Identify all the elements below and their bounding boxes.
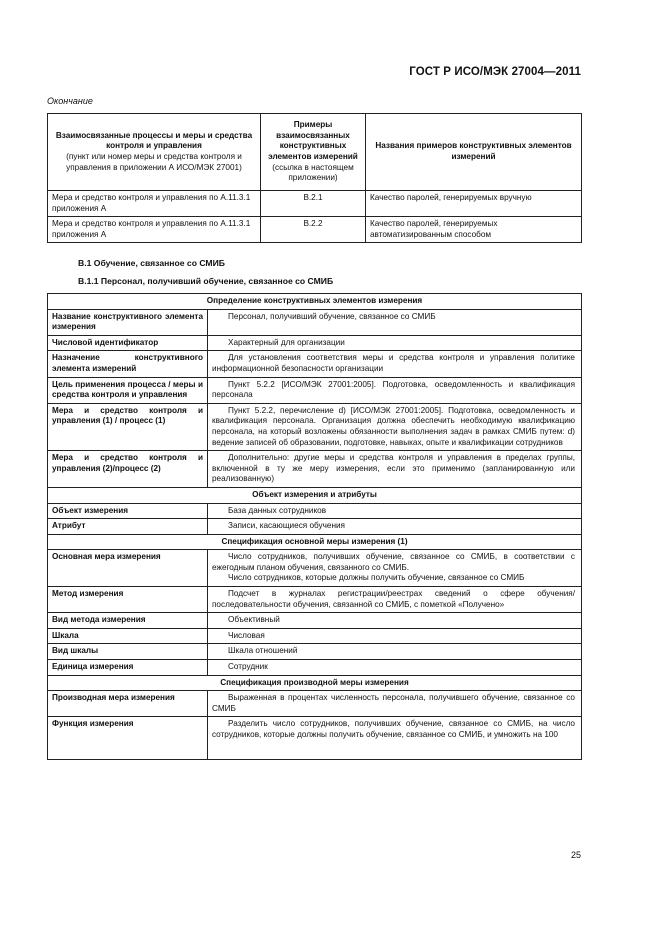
column-header-sub: (пункт или номер меры и средства контроля и управления в приложении А ИСО/МЭК 27001) xyxy=(66,152,242,172)
measurement-construct-table xyxy=(47,293,582,760)
column-header-main: Взаимосвязанные процессы и меры и средства контроля и управления xyxy=(55,130,253,151)
row-label: Метод измерения xyxy=(48,587,208,613)
column-header-main: Названия примеров конструктивных элементов измерений xyxy=(375,141,572,161)
table-cell: Качество паролей, генерируемых автоматизированным способом xyxy=(366,217,582,243)
document-header: ГОСТ Р ИСО/МЭК 27004—2011 xyxy=(409,66,581,78)
subsection-heading: В.1.1 Персонал, получивший обучение, связанное со СМИБ xyxy=(78,276,334,286)
table-header-row xyxy=(48,114,582,191)
row-value: Дополнительно: другие меры и средства контроля и управления в пределах группы, включенной в ту же меру измерения, если это применимо (запланированную или реализованную) xyxy=(208,451,582,488)
row-label: Объект измерения xyxy=(48,503,208,519)
row-value: Характерный для организации xyxy=(208,335,582,351)
group-header-row xyxy=(48,675,582,691)
table-cell: В.2.2 xyxy=(261,217,366,243)
row-label: Назначение конструктивного элемента измерений xyxy=(48,351,208,377)
table-cell: В.2.1 xyxy=(261,191,366,217)
row-value-paragraph: Число сотрудников, получивших обучение, связанное со СМИБ, в соответствии с ежегодным планом обучения, связанного со СМИБ. xyxy=(212,552,575,572)
related-processes-table xyxy=(47,113,582,243)
row-value: Разделить число сотрудников, получивших обучение, связанное со СМИБ, на число сотрудников, которые должны получить обучение, связанное со СМИБ, и умножить на 100 xyxy=(208,717,582,760)
row-value xyxy=(208,550,582,587)
table-row xyxy=(48,587,582,613)
row-value: Подсчет в журналах регистрации/реестрах сведений о сфере обучения/последовательности обучения, связанной со СМИБ, с пометкой «Получено» xyxy=(208,587,582,613)
row-value: Персонал, получивший обучение, связанное со СМИБ xyxy=(208,309,582,335)
row-value: Записи, касающиеся обучения xyxy=(208,519,582,535)
row-value: Объективный xyxy=(208,613,582,629)
continuation-label: Окончание xyxy=(47,96,93,106)
row-value: Выраженная в процентах численность персонала, получившего обучение, связанное со СМИБ xyxy=(208,691,582,717)
table-row xyxy=(48,717,582,760)
row-value: Пункт 5.2.2, перечисление d) [ИСО/МЭК 27001:2005]. Подготовка, осведомленность и квалификация персонала. Организация должна обеспечить необходимую квалификацию персонала, на который возложены обязанности выполнения задач в рамках СМИБ путем: d) ведение записей об образовании, подготовке, навыках, опыте и квалификации сотрудников xyxy=(208,403,582,450)
table-row xyxy=(48,613,582,629)
group-header: Объект измерения и атрибуты xyxy=(48,487,582,503)
table-row xyxy=(48,403,582,450)
group-header-row xyxy=(48,534,582,550)
table-row xyxy=(48,691,582,717)
row-label: Функция измерения xyxy=(48,717,208,760)
group-header: Определение конструктивных элементов измерения xyxy=(48,294,582,310)
row-label: Мера и средство контроля и управления (2)/процесс (2) xyxy=(48,451,208,488)
row-label: Название конструктивного элемента измерения xyxy=(48,309,208,335)
row-value: Шкала отношений xyxy=(208,644,582,660)
group-header-row xyxy=(48,294,582,310)
table-row xyxy=(48,351,582,377)
row-value-paragraph: Число сотрудников, которые должны получить обучение, связанное со СМИБ xyxy=(228,573,525,583)
table-cell: Мера и средство контроля и управления по А.11.3.1 приложения А xyxy=(48,217,261,243)
column-header xyxy=(261,114,366,191)
table-row xyxy=(48,451,582,488)
row-label: Единица измерения xyxy=(48,660,208,676)
section-heading: В.1 Обучение, связанное со СМИБ xyxy=(78,258,225,268)
table-row xyxy=(48,550,582,587)
row-label: Вид метода измерения xyxy=(48,613,208,629)
column-header xyxy=(48,114,261,191)
row-label: Производная мера измерения xyxy=(48,691,208,717)
row-value: База данных сотрудников xyxy=(208,503,582,519)
table-cell: Мера и средство контроля и управления по А.11.3.1 приложения А xyxy=(48,191,261,217)
table-row xyxy=(48,191,582,217)
row-label: Вид шкалы xyxy=(48,644,208,660)
row-label: Шкала xyxy=(48,628,208,644)
table-row xyxy=(48,309,582,335)
group-header: Спецификация основной меры измерения (1) xyxy=(48,534,582,550)
table-row xyxy=(48,660,582,676)
column-header xyxy=(366,114,582,191)
row-value: Для установления соответствия меры и средства контроля и управления политике информационной безопасности организации xyxy=(208,351,582,377)
table-row xyxy=(48,503,582,519)
row-label: Основная мера измерения xyxy=(48,550,208,587)
row-value: Пункт 5.2.2 [ИСО/МЭК 27001:2005]. Подготовка, осведомленность и квалификация персонала xyxy=(208,377,582,403)
row-label: Цель применения процесса / меры и средства контроля и управления xyxy=(48,377,208,403)
table-row xyxy=(48,217,582,243)
row-label: Числовой идентификатор xyxy=(48,335,208,351)
row-value: Числовая xyxy=(208,628,582,644)
table-row xyxy=(48,335,582,351)
group-header-row xyxy=(48,487,582,503)
row-label: Атрибут xyxy=(48,519,208,535)
table-cell: Качество паролей, генерируемых вручную xyxy=(366,191,582,217)
table-row xyxy=(48,519,582,535)
column-header-main: Примеры взаимосвязанных конструктивных элементов измерений xyxy=(268,120,358,161)
table-row xyxy=(48,377,582,403)
column-header-sub: (ссылка в настоящем приложении) xyxy=(272,162,354,183)
row-label: Мера и средство контроля и управления (1) / процесс (1) xyxy=(48,403,208,450)
page-number: 25 xyxy=(570,850,581,860)
group-header: Спецификация производной меры измерения xyxy=(48,675,582,691)
row-value: Сотрудник xyxy=(208,660,582,676)
table-row xyxy=(48,644,582,660)
table-row xyxy=(48,628,582,644)
